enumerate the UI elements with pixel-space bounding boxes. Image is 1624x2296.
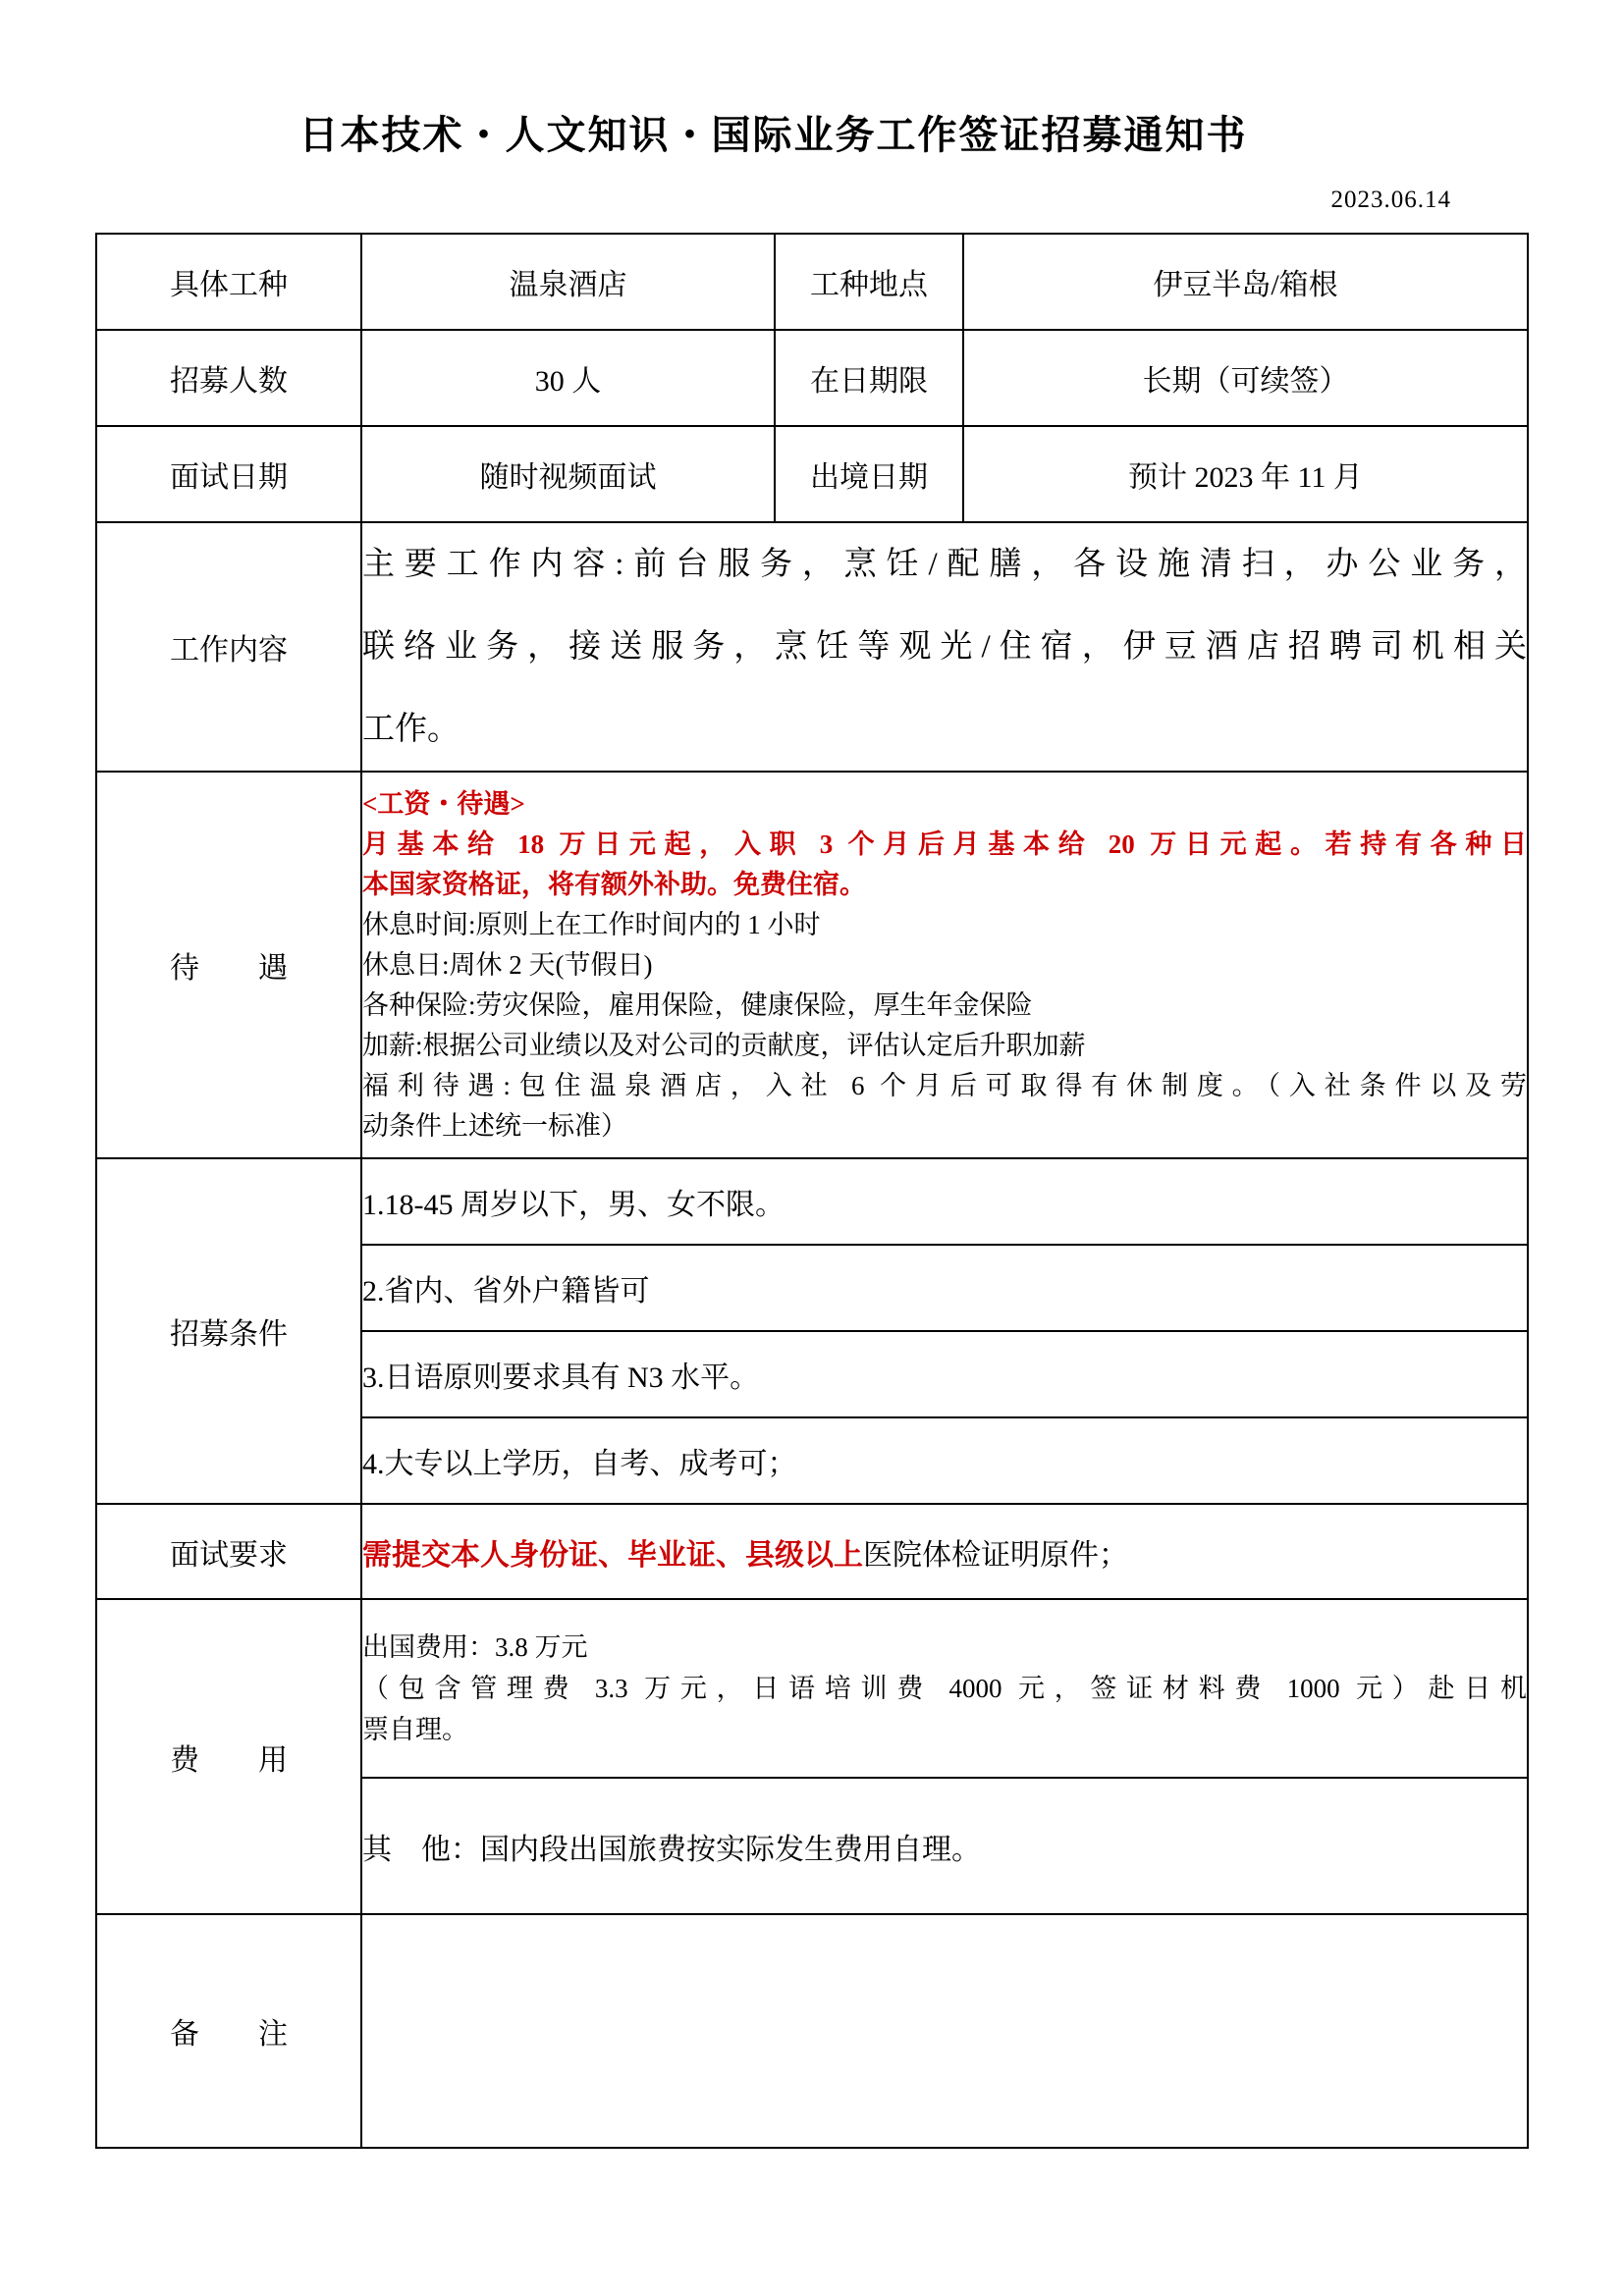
table-row bbox=[96, 1914, 1528, 2148]
table-row bbox=[96, 772, 1528, 1158]
document-title: 日本技术・人文知识・国际业务工作签证招募通知书 bbox=[298, 113, 1248, 157]
table-row bbox=[96, 522, 1528, 772]
value-stay-period: 长期（可续签） bbox=[963, 330, 1528, 426]
treatment-cell bbox=[361, 772, 1528, 1158]
treatment-line: 加薪:根据公司业绩以及对公司的贡献度，评估认定后升职加薪 bbox=[362, 1030, 1086, 1060]
fee-line: （包含管理费 3.3 万元，日语培训费 4000 元，签证材料费 1000 元）赴日机 bbox=[362, 1674, 1527, 1703]
treatment-salary-line: 本国家资格证，将有额外补助。免费住宿。 bbox=[362, 869, 866, 899]
value-job-type: 温泉酒店 bbox=[361, 234, 775, 330]
work-content-line: 主要工作内容:前台服务，烹饪/配膳，各设施清扫，办公业务， bbox=[362, 547, 1527, 582]
treatment-line: 动条件上述统一标准） bbox=[362, 1110, 627, 1141]
label-remarks: 备 注 bbox=[96, 1914, 361, 2148]
table-row bbox=[96, 1504, 1528, 1599]
fees-other-cell: 其 他：国内段出国旅费按实际发生费用自理。 bbox=[361, 1778, 1528, 1914]
work-content-cell bbox=[361, 522, 1528, 772]
label-fees: 费 用 bbox=[96, 1599, 361, 1914]
value-job-location: 伊豆半岛/箱根 bbox=[963, 234, 1528, 330]
fee-line: 票自理。 bbox=[362, 1715, 468, 1744]
treatment-line: 休息时间:原则上在工作时间内的 1 小时 bbox=[362, 909, 821, 939]
table-row bbox=[96, 1158, 1528, 1245]
value-recruit-count: 30 人 bbox=[361, 330, 775, 426]
work-content-line: 工作。 bbox=[362, 712, 460, 747]
label-conditions: 招募条件 bbox=[96, 1158, 361, 1504]
interview-requirement-cell bbox=[361, 1504, 1528, 1599]
label-treatment: 待 遇 bbox=[96, 772, 361, 1158]
treatment-line: 休息日:周休 2 天(节假日) bbox=[362, 949, 653, 980]
value-departure-date: 预计 2023 年 11 月 bbox=[963, 426, 1528, 522]
fees-cell bbox=[361, 1599, 1528, 1778]
label-interview-requirement: 面试要求 bbox=[96, 1504, 361, 1599]
label-job-type: 具体工种 bbox=[96, 234, 361, 330]
interview-requirement-rest: 医院体检证明原件； bbox=[863, 1538, 1128, 1572]
treatment-salary-heading: <工资・待遇> bbox=[362, 788, 525, 819]
table-row bbox=[96, 1599, 1528, 1778]
condition-item: 4.大专以上学历，自考、成考可； bbox=[361, 1417, 1528, 1504]
value-interview-date: 随时视频面试 bbox=[361, 426, 775, 522]
table-row bbox=[96, 330, 1528, 426]
condition-item: 1.18-45 周岁以下，男、女不限。 bbox=[361, 1158, 1528, 1245]
table-row bbox=[96, 426, 1528, 522]
treatment-line: 福利待遇:包住温泉酒店，入社 6 个月后可取得有休制度。（入社条件以及劳 bbox=[362, 1070, 1527, 1100]
label-departure-date: 出境日期 bbox=[775, 426, 963, 522]
table-row bbox=[96, 234, 1528, 330]
label-stay-period: 在日期限 bbox=[775, 330, 963, 426]
treatment-salary-line: 月基本给 18 万日元起，入职 3 个月后月基本给 20 万日元起。若持有各种日 bbox=[362, 828, 1527, 859]
recruitment-notice-table bbox=[95, 233, 1529, 2149]
label-interview-date: 面试日期 bbox=[96, 426, 361, 522]
work-content-line: 联络业务，接送服务，烹饪等观光/住宿，伊豆酒店招聘司机相关 bbox=[362, 629, 1527, 665]
treatment-line: 各种保险:劳灾保险，雇用保险，健康保险，厚生年金保险 bbox=[362, 989, 1033, 1020]
label-recruit-count: 招募人数 bbox=[96, 330, 361, 426]
fee-line: 出国费用：3.8 万元 bbox=[362, 1632, 588, 1662]
document-date: 2023.06.14 bbox=[1330, 187, 1451, 213]
condition-item: 3.日语原则要求具有 N3 水平。 bbox=[361, 1331, 1528, 1417]
remarks-cell bbox=[361, 1914, 1528, 2148]
interview-requirement-highlight: 需提交本人身份证、毕业证、县级以上 bbox=[362, 1538, 863, 1572]
label-job-location: 工种地点 bbox=[775, 234, 963, 330]
label-work-content: 工作内容 bbox=[96, 522, 361, 772]
condition-item: 2.省内、省外户籍皆可 bbox=[361, 1245, 1528, 1331]
